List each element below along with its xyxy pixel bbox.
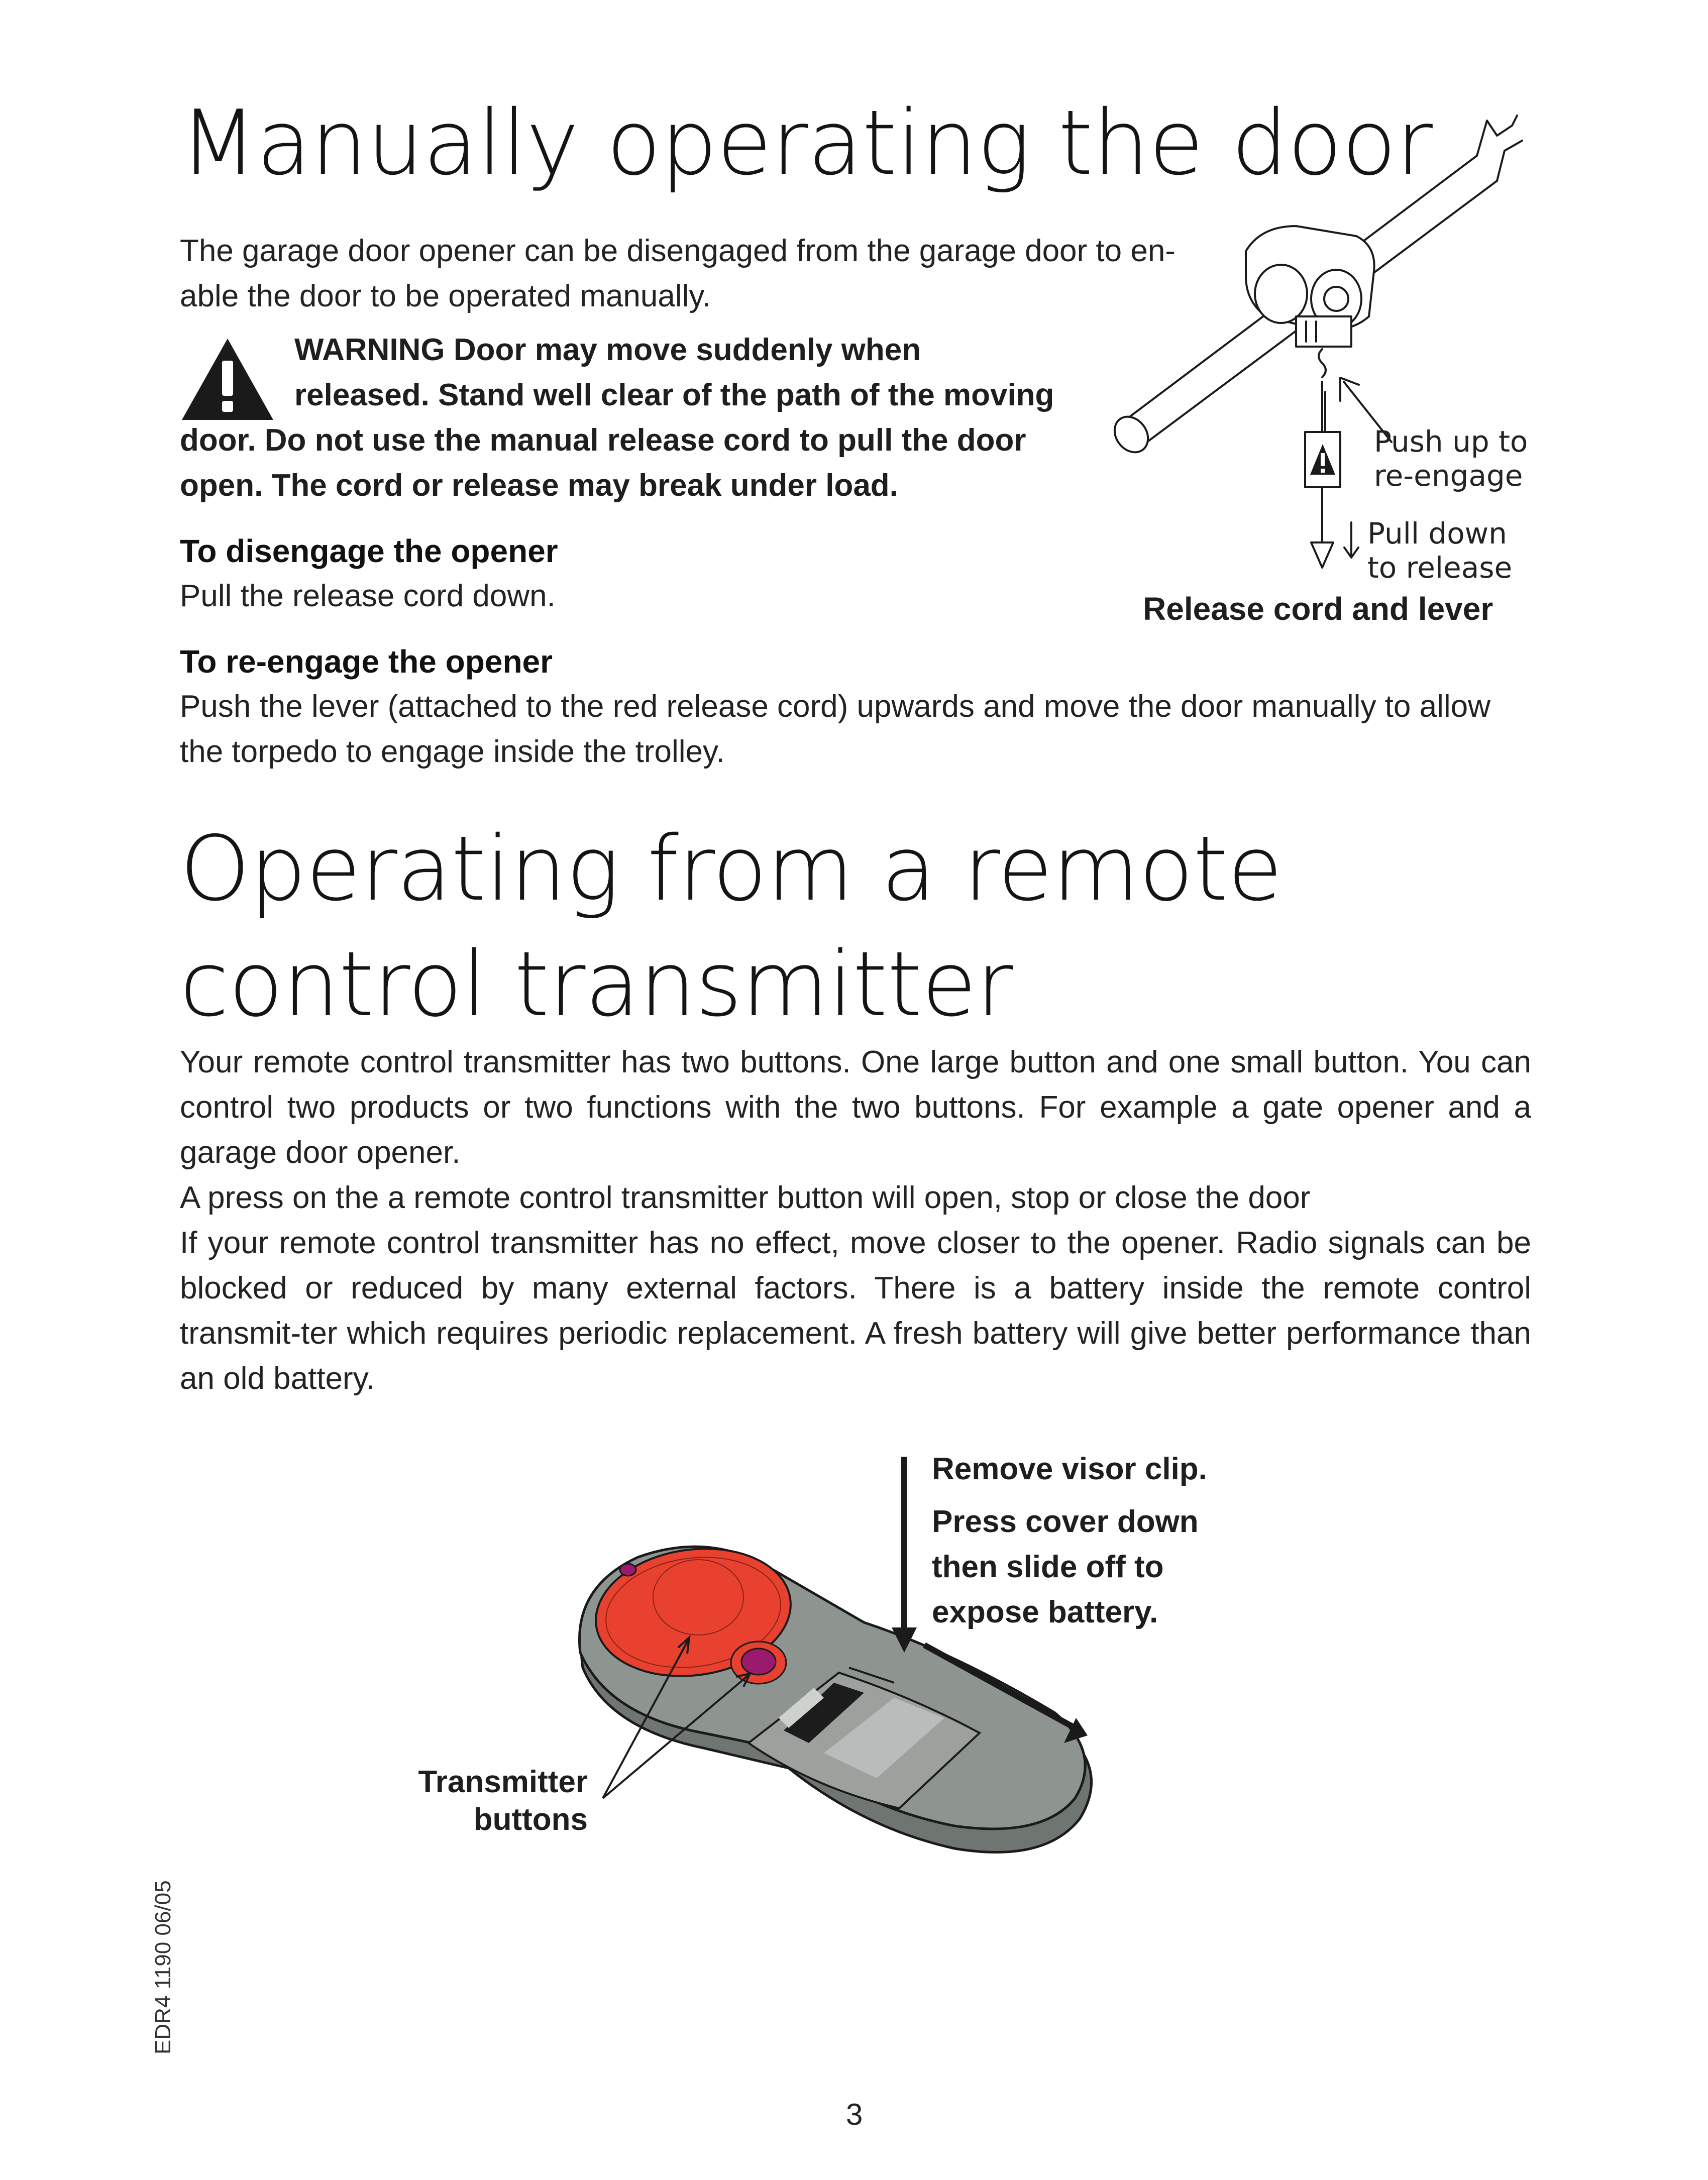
press-line-2: then slide off to: [932, 1550, 1164, 1584]
pull-label-line-1: Pull down: [1367, 516, 1507, 551]
page-title-remote: Operating from a remote control transmitter: [180, 817, 1283, 1036]
tx-line-1: Transmitter: [418, 1765, 588, 1799]
release-cord-caption: Release cord and lever: [1143, 591, 1493, 627]
push-label-line-1: Push up to: [1374, 424, 1528, 459]
remote-para-2: A press on the a remote control transmitter button will open, stop or close the door: [180, 1180, 1311, 1215]
remote-paragraphs: [180, 1040, 1531, 1401]
disengage-text: Pull the release cord down.: [180, 579, 556, 613]
transmitter-buttons-label: [417, 1763, 588, 1838]
reengage-heading: To re-engage the opener: [180, 643, 553, 680]
warning-line-2: released. Stand well clear of the path of the moving: [294, 378, 1054, 412]
warning-block: [180, 328, 1114, 508]
page-title-manual: Manually operating the door: [180, 91, 1432, 195]
press-line-1: Press cover down: [932, 1504, 1199, 1539]
press-cover-label: [932, 1499, 1284, 1635]
page-number: 3: [846, 2098, 863, 2131]
push-up-label: [1374, 424, 1528, 493]
warning-rest: door. Do not use the manual release cord to pull the door open. The cord or release may break under load.: [180, 423, 1026, 503]
reengage-text: Push the lever (attached to the red release cord) upwards and move the door manually to allow the torpedo to engage inside the trolley.: [180, 689, 1490, 769]
intro-paragraph: The garage door opener can be disengaged from the garage door to en-able the door to be operated manually.: [180, 234, 1176, 313]
tx-line-2: buttons: [473, 1802, 588, 1837]
remote-para-1: Your remote control transmitter has two buttons. One large button and one small button. You can control two products or two functions with the two buttons. For example a gate opener and a garage door opener.: [180, 1045, 1531, 1170]
remote-para-3: If your remote control transmitter has no effect, move closer to the opener. Radio signals can be blocked or reduced by many external factors. There is a battery inside the remote control transmit-ter which requires periodic replacement. A fresh battery will give better performance than an old battery.: [180, 1226, 1531, 1396]
pull-down-label: [1367, 516, 1512, 585]
push-label-line-2: re-engage: [1374, 459, 1523, 493]
remove-visor-label: Remove visor clip.: [932, 1452, 1207, 1486]
document-code: EDR4 1190 06/05: [151, 1880, 175, 2054]
disengage-heading: To disengage the opener: [180, 533, 558, 569]
press-line-3: expose battery.: [932, 1595, 1158, 1629]
warning-line-1: WARNING Door may move suddenly when: [294, 333, 921, 367]
pull-label-line-2: to release: [1367, 551, 1513, 585]
